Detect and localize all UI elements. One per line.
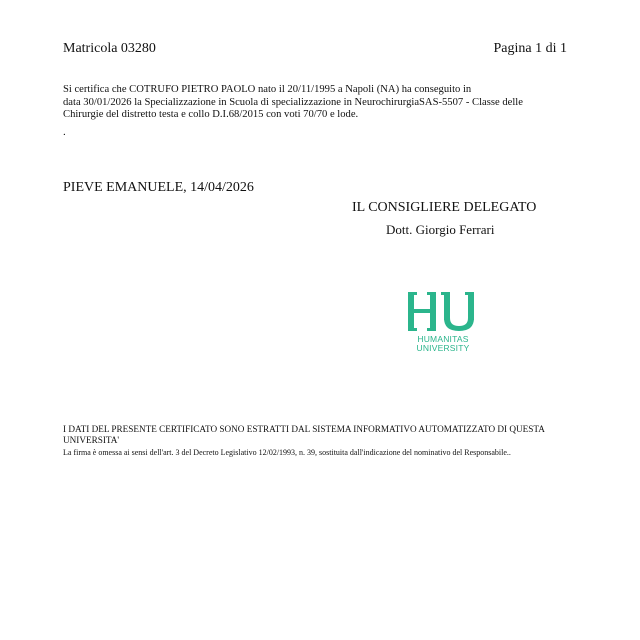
footer-signature-note: La firma è omessa ai sensi dell'art. 3 del Decreto Legislativo 12/02/1993, n. 39, sostituita dall'indicazione del nominativo del Responsabile.. xyxy=(63,448,511,457)
place-date: PIEVE EMANUELE, 14/04/2026 xyxy=(63,180,254,195)
certificate-line: Chirurgie del distretto testa e collo D.I.68/2015 con voti 70/70 e lode. xyxy=(63,109,359,121)
certificate-body xyxy=(63,84,563,122)
page-number: Pagina 1 di 1 xyxy=(493,41,567,56)
dot-marker: . xyxy=(63,126,66,138)
signer-role: IL CONSIGLIERE DELEGATO xyxy=(352,200,537,215)
matricola-number: Matricola 03280 xyxy=(63,41,156,56)
logo-text-line1: HUMANITAS xyxy=(417,334,469,344)
footer-disclaimer: I DATI DEL PRESENTE CERTIFICATO SONO ESTRATTI DAL SISTEMA INFORMATIVO AUTOMATIZZATO DI QUESTA UNIVERSITA' xyxy=(63,424,545,446)
humanitas-university-logo xyxy=(404,290,482,354)
certificate-line: Si certifica che COTRUFO PIETRO PAOLO nato il 20/11/1995 a Napoli (NA) ha conseguito in xyxy=(63,84,472,95)
logo-text-line2: UNIVERSITY xyxy=(416,343,470,353)
signer-name: Dott. Giorgio Ferrari xyxy=(386,222,495,237)
certificate-line: data 30/01/2026 la Specializzazione in Scuola di specializzazione in NeurochirurgiaSAS-5507 - Classe delle xyxy=(63,96,523,108)
